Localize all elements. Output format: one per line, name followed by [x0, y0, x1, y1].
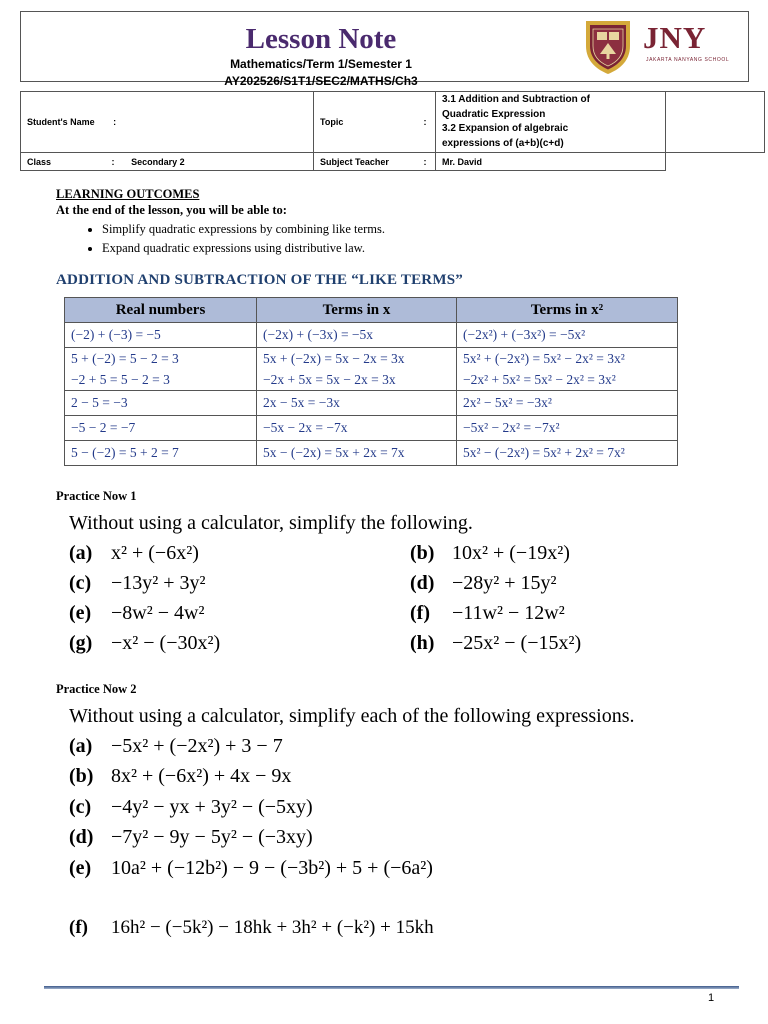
practice-1-item-g	[69, 632, 220, 654]
item-letter: (a)	[69, 735, 93, 757]
section-heading: ADDITION AND SUBTRACTION OF THE “LIKE TERMS”	[56, 272, 463, 288]
table-cell: 5 − (−2) = 5 + 2 = 7	[65, 441, 257, 466]
teacher-value: Mr. David	[436, 153, 666, 171]
topic-label: Topic	[314, 92, 424, 153]
student-name-separator: :	[113, 117, 117, 127]
table-row	[65, 391, 678, 416]
table-row	[65, 323, 678, 348]
empty-cell	[666, 153, 765, 171]
practice-2-item-e	[69, 857, 433, 879]
practice-1-instruction: Without using a calculator, simplify the following.	[69, 512, 473, 534]
practice-1-item-h	[410, 632, 581, 654]
practice-1-item-b	[410, 542, 570, 564]
table-cell: −5 − 2 = −7	[65, 416, 257, 441]
topic-line: expressions of (a+b)(c+d)	[442, 137, 564, 149]
item-expression: 10x² + (−19x²)	[452, 542, 570, 564]
item-letter: (a)	[69, 542, 93, 564]
teacher-label: Subject Teacher	[314, 153, 424, 171]
item-letter: (d)	[410, 572, 435, 594]
subtitle-term: Mathematics/Term 1/Semester 1	[230, 57, 412, 71]
table-cell: 2 − 5 = −3	[65, 391, 257, 416]
practice-1-item-e	[69, 602, 204, 624]
practice-2-instruction: Without using a calculator, simplify each of the following expressions.	[69, 705, 635, 727]
table-cell: (−2) + (−3) = −5	[65, 323, 257, 348]
table-cell: (−2x²) + (−3x²) = −5x²	[457, 323, 678, 348]
class-separator: :	[111, 156, 115, 167]
item-letter: (e)	[69, 857, 92, 879]
learning-outcomes-heading: LEARNING OUTCOMES	[56, 187, 200, 201]
logo-school-name: JAKARTA NANYANG SCHOOL	[646, 57, 730, 63]
item-expression: x² + (−6x²)	[111, 542, 199, 564]
header-terms-x2: Terms in x²	[457, 298, 678, 323]
item-letter: (b)	[69, 765, 94, 787]
item-letter: (d)	[69, 826, 94, 848]
table-row	[65, 441, 678, 466]
practice-1-item-c	[69, 572, 206, 594]
table-row	[65, 348, 678, 370]
table-cell: 2x − 5x = −3x	[257, 391, 457, 416]
item-letter: (h)	[410, 632, 435, 654]
class-value: Secondary 2	[131, 156, 185, 167]
item-expression: −13y² + 3y²	[111, 572, 206, 594]
table-cell: −2x² + 5x² = 5x² − 2x² = 3x²	[457, 369, 678, 391]
item-letter: (c)	[69, 796, 92, 818]
practice-2-item-f	[69, 917, 434, 939]
practice-2-item-a	[69, 735, 283, 757]
item-letter: (g)	[69, 632, 93, 654]
item-letter: (c)	[69, 572, 92, 594]
table-row	[65, 369, 678, 391]
school-crest-logo	[582, 18, 634, 76]
topic-line: 3.2 Expansion of algebraic	[442, 123, 569, 134]
table-cell: 5x − (−2x) = 5x + 2x = 7x	[257, 441, 457, 466]
item-expression: −7y² − 9y − 5y² − (−3xy)	[111, 826, 313, 848]
item-expression: −4y² − yx + 3y² − (−5xy)	[111, 796, 313, 818]
practice-2-item-d	[69, 826, 313, 848]
table-cell: (−2x) + (−3x) = −5x	[257, 323, 457, 348]
topic-line: Quadratic Expression	[442, 108, 546, 120]
practice-1-item-f	[410, 602, 565, 624]
lesson-title: Lesson Note	[245, 23, 397, 55]
class-label: Class	[27, 156, 52, 167]
item-expression: 10a² + (−12b²) − 9 − (−3b²) + 5 + (−6a²)	[111, 857, 433, 879]
table-cell: 5x² − (−2x²) = 5x² + 2x² = 7x²	[457, 441, 678, 466]
topic-separator: :	[424, 92, 436, 153]
learning-outcome-item: • Simplify quadratic expressions by combining like terms.	[102, 220, 385, 239]
learning-outcomes	[56, 186, 385, 258]
table-cell: −2x + 5x = 5x − 2x = 3x	[257, 369, 457, 391]
header-terms-x: Terms in x	[257, 298, 457, 323]
practice-2-label: Practice Now 2	[56, 682, 137, 696]
logo-wordmark: JNY	[643, 20, 707, 55]
table-cell: −5x − 2x = −7x	[257, 416, 457, 441]
student-name-cell	[21, 92, 314, 153]
teacher-separator: :	[424, 153, 436, 171]
item-expression: −11w² − 12w²	[452, 602, 565, 624]
practice-1-item-a	[69, 542, 199, 564]
table-cell: 5x² + (−2x²) = 5x² − 2x² = 3x²	[457, 348, 678, 370]
practice-2-item-b	[69, 765, 291, 787]
footer-divider	[44, 986, 739, 989]
item-letter: (b)	[410, 542, 435, 564]
learning-outcomes-list	[56, 220, 385, 258]
item-expression: 8x² + (−6x²) + 4x − 9x	[111, 765, 292, 787]
class-cell	[21, 153, 314, 171]
header-box	[20, 11, 749, 88]
item-letter: (f)	[69, 917, 88, 938]
header-real-numbers: Real numbers	[65, 298, 257, 323]
item-expression: −5x² + (−2x²) + 3 − 7	[111, 735, 283, 757]
item-expression: −25x² − (−15x²)	[452, 632, 582, 654]
item-expression: −x² − (−30x²)	[111, 632, 221, 654]
practice-2-item-c	[69, 796, 313, 818]
practice-1-label: Practice Now 1	[56, 489, 137, 503]
learning-outcomes-intro: At the end of the lesson, you will be able to:	[56, 203, 287, 217]
topic-value	[436, 92, 666, 153]
practice-1-item-d	[410, 572, 557, 594]
table-cell: 5 + (−2) = 5 − 2 = 3	[65, 348, 257, 370]
table-cell: −5x² − 2x² = −7x²	[457, 416, 678, 441]
learning-outcome-item: • Expand quadratic expressions using distributive law.	[102, 239, 385, 258]
item-expression: −8w² − 4w²	[111, 602, 205, 624]
subtitle-code: AY202526/S1T1/SEC2/MATHS/Ch3	[224, 74, 418, 88]
page-number: 1	[708, 992, 715, 1004]
item-expression: 16h² − (−5k²) − 18hk + 3h² + (−k²) + 15kh	[111, 917, 434, 938]
table-cell: −2 + 5 = 5 − 2 = 3	[65, 369, 257, 391]
item-letter: (e)	[69, 602, 92, 624]
student-info-table	[20, 91, 765, 171]
like-terms-table	[64, 297, 678, 466]
blank-cell	[666, 92, 765, 153]
item-letter: (f)	[410, 602, 430, 624]
table-cell: 2x² − 5x² = −3x²	[457, 391, 678, 416]
item-expression: −28y² + 15y²	[452, 572, 557, 594]
table-row	[65, 416, 678, 441]
student-name-label: Student's Name	[27, 117, 95, 127]
topic-line: 3.1 Addition and Subtraction of	[442, 94, 590, 105]
table-cell: 5x + (−2x) = 5x − 2x = 3x	[257, 348, 457, 370]
